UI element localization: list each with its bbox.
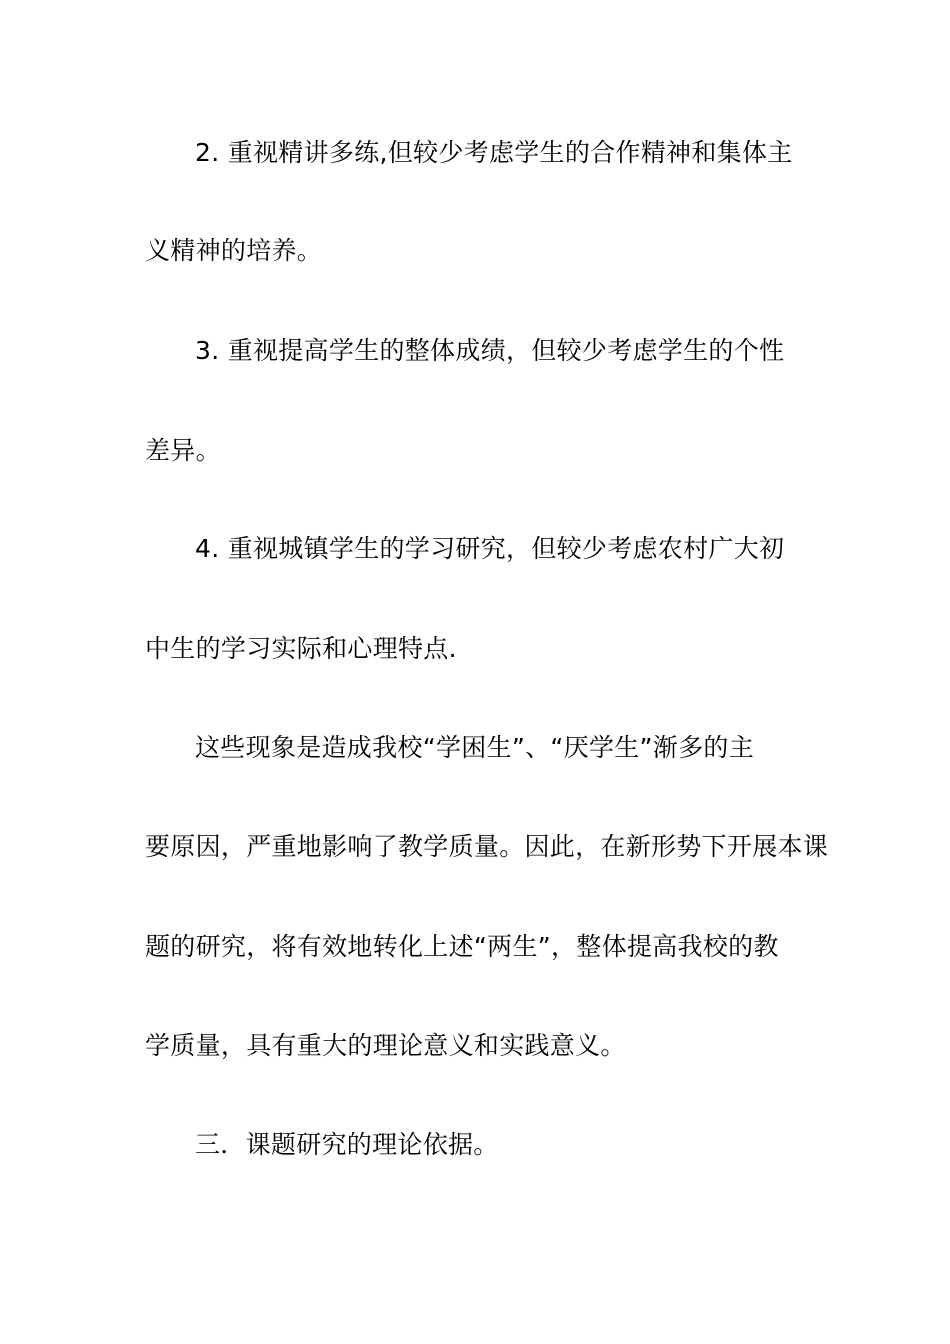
paragraph-item-4-line-2: 中生的学习实际和心理特点. <box>145 634 457 663</box>
paragraph-item-2-line-2: 义精神的培养。 <box>145 236 323 265</box>
paragraph-summary-line-3: 题的研究，将有效地转化上述“两生”，整体提高我校的教 <box>145 932 779 961</box>
paragraph-summary-line-1: 这些现象是造成我校“学困生”、“厌学生”渐多的主 <box>195 733 755 762</box>
paragraph-item-2-line-1: 2. 重视精讲多练,但较少考虑学生的合作精神和集体主 <box>195 138 793 167</box>
paragraph-item-3-line-1: 3. 重视提高学生的整体成绩，但较少考虑学生的个性 <box>195 336 785 365</box>
paragraph-item-4-line-1: 4. 重视城镇学生的学习研究，但较少考虑农村广大初 <box>195 534 785 563</box>
paragraph-summary-line-4: 学质量，具有重大的理论意义和实践意义。 <box>145 1031 626 1060</box>
paragraph-item-3-line-2: 差异。 <box>145 436 221 465</box>
paragraph-summary-line-2: 要原因，严重地影响了教学质量。因此，在新形势下开展本课 <box>145 832 829 861</box>
section-heading: 三．课题研究的理论依据。 <box>195 1130 499 1159</box>
